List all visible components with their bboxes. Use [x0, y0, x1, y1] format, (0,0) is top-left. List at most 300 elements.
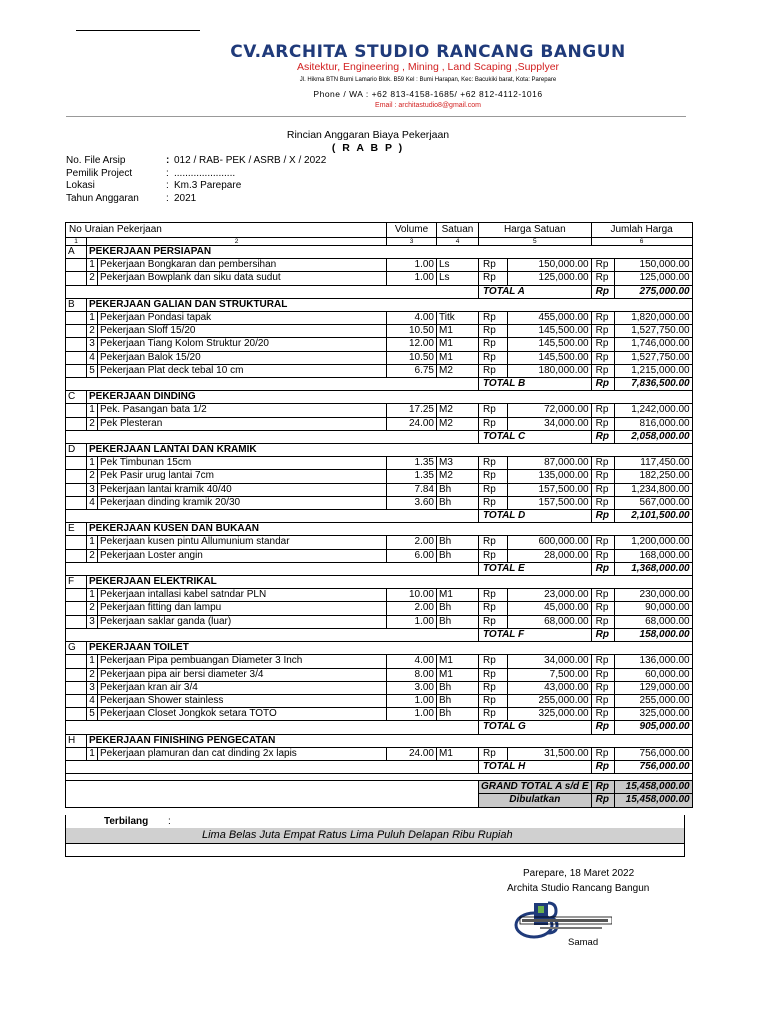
section-total-row — [66, 760, 693, 773]
total-blank — [66, 510, 479, 523]
item-unit: Bh — [437, 615, 479, 628]
section-header-row — [66, 298, 693, 311]
section-code: C — [66, 391, 87, 404]
currency-label: Rp — [591, 589, 614, 602]
item-blank — [66, 708, 87, 721]
colnum: 2 — [87, 238, 387, 246]
section-code: H — [66, 734, 87, 747]
item-name: Pekerjaan Pipa pembuangan Diameter 3 Inch — [98, 655, 387, 668]
item-unit: M1 — [437, 325, 479, 338]
currency-label: Rp — [479, 325, 508, 338]
company-address: Jl. Hikma BTN Bumi Lamario Blok. B59 Kel : Bumi Harapan, Kec: Bacukiki barat, Kota: Parepare — [299, 77, 557, 83]
item-amount: 90,000.00 — [614, 602, 692, 615]
item-price: 23,000.00 — [507, 589, 591, 602]
section-header-row — [66, 444, 693, 457]
item-unit: M1 — [437, 747, 479, 760]
section-title: PEKERJAAN FINISHING PENGECATAN — [87, 734, 693, 747]
item-unit: Bh — [437, 694, 479, 707]
rounded-total-value: 15,458,000.00 — [614, 794, 692, 807]
currency-label: Rp — [591, 338, 614, 351]
currency-label: Rp — [479, 549, 508, 562]
section-total-label: TOTAL E — [479, 562, 592, 575]
item-no: 1 — [87, 259, 98, 272]
top-rule — [76, 30, 200, 31]
currency-label: Rp — [591, 694, 614, 707]
item-volume: 3.60 — [387, 496, 437, 509]
section-code: F — [66, 576, 87, 589]
item-row — [66, 694, 693, 707]
currency-label: Rp — [591, 602, 614, 615]
item-unit: M2 — [437, 404, 479, 417]
section-header-row — [66, 642, 693, 655]
item-blank — [66, 325, 87, 338]
item-name: Pek Plesteran — [98, 417, 387, 430]
currency-label: Rp — [479, 457, 508, 470]
item-row — [66, 457, 693, 470]
item-amount: 1,746,000.00 — [614, 338, 692, 351]
item-amount: 68,000.00 — [614, 615, 692, 628]
terbilang-box — [65, 815, 685, 857]
item-unit: M1 — [437, 338, 479, 351]
item-no: 5 — [87, 364, 98, 377]
section-title: PEKERJAAN TOILET — [87, 642, 693, 655]
item-unit: Ls — [437, 272, 479, 285]
item-row — [66, 325, 693, 338]
currency-label: Rp — [591, 760, 614, 773]
item-unit: Bh — [437, 496, 479, 509]
currency-label: Rp — [591, 417, 614, 430]
item-row — [66, 470, 693, 483]
currency-label: Rp — [479, 483, 508, 496]
item-price: 43,000.00 — [507, 681, 591, 694]
currency-label: Rp — [479, 655, 508, 668]
item-price: 455,000.00 — [507, 312, 591, 325]
item-price: 600,000.00 — [507, 536, 591, 549]
item-row — [66, 681, 693, 694]
section-title: PEKERJAAN GALIAN DAN STRUKTURAL — [87, 298, 693, 311]
item-amount: 168,000.00 — [614, 549, 692, 562]
item-blank — [66, 747, 87, 760]
item-price: 34,000.00 — [507, 655, 591, 668]
section-total-label: TOTAL H — [479, 760, 592, 773]
currency-label: Rp — [479, 312, 508, 325]
section-total-value: 158,000.00 — [614, 628, 692, 641]
currency-label: Rp — [479, 536, 508, 549]
currency-label: Rp — [479, 404, 508, 417]
section-code: G — [66, 642, 87, 655]
item-name: Pek Pasir urug lantai 7cm — [98, 470, 387, 483]
item-name: Pekerjaan Loster angin — [98, 549, 387, 562]
company-name: CV.ARCHITA STUDIO RANCANG BANGUN — [230, 42, 626, 62]
currency-label: Rp — [479, 364, 508, 377]
meta-key: Tahun Anggaran — [66, 192, 139, 204]
item-no: 1 — [87, 312, 98, 325]
item-no: 4 — [87, 496, 98, 509]
item-volume: 24.00 — [387, 417, 437, 430]
item-price: 125,000.00 — [507, 272, 591, 285]
meta-key: Lokasi — [66, 180, 95, 192]
item-volume: 7.84 — [387, 483, 437, 496]
item-volume: 17.25 — [387, 404, 437, 417]
item-volume: 6.75 — [387, 364, 437, 377]
item-unit: Bh — [437, 602, 479, 615]
header-no: No — [69, 224, 82, 235]
signature-date: Parepare, 18 Maret 2022 — [523, 868, 635, 879]
item-unit: Titk — [437, 312, 479, 325]
item-blank — [66, 549, 87, 562]
total-blank — [66, 430, 479, 443]
item-unit: M3 — [437, 457, 479, 470]
section-total-value: 275,000.00 — [614, 285, 692, 298]
item-name: Pekerjaan Shower stainless — [98, 694, 387, 707]
terbilang-label: Terbilang — [104, 816, 149, 827]
item-amount: 1,234,800.00 — [614, 483, 692, 496]
item-volume: 4.00 — [387, 655, 437, 668]
meta-key: No. File Arsip — [66, 155, 126, 166]
colnum: 3 — [387, 238, 437, 246]
item-price: 255,000.00 — [507, 694, 591, 707]
currency-label: Rp — [479, 417, 508, 430]
item-amount: 1,200,000.00 — [614, 536, 692, 549]
header-satuan: Satuan — [437, 223, 479, 238]
section-title: PEKERJAAN ELEKTRIKAL — [87, 576, 693, 589]
item-no: 2 — [87, 325, 98, 338]
item-unit: Bh — [437, 708, 479, 721]
currency-label: Rp — [591, 721, 614, 734]
currency-label: Rp — [591, 457, 614, 470]
spacer-cell — [66, 774, 693, 781]
item-row — [66, 747, 693, 760]
item-price: 145,500.00 — [507, 351, 591, 364]
item-unit: Ls — [437, 259, 479, 272]
item-no: 3 — [87, 615, 98, 628]
item-blank — [66, 536, 87, 549]
item-blank — [66, 694, 87, 707]
section-total-row — [66, 721, 693, 734]
item-no: 4 — [87, 351, 98, 364]
section-header-row — [66, 523, 693, 536]
currency-label: Rp — [591, 285, 614, 298]
item-blank — [66, 655, 87, 668]
currency-label: Rp — [591, 708, 614, 721]
currency-label: Rp — [591, 351, 614, 364]
item-amount: 129,000.00 — [614, 681, 692, 694]
section-title: PEKERJAAN DINDING — [87, 391, 693, 404]
currency-label: Rp — [591, 510, 614, 523]
signature-name: Samad — [568, 937, 599, 948]
item-no: 2 — [87, 417, 98, 430]
item-no: 2 — [87, 602, 98, 615]
meta-value: 2021 — [174, 192, 197, 204]
grand-total-row — [66, 781, 693, 794]
item-row — [66, 259, 693, 272]
section-total-value: 756,000.00 — [614, 760, 692, 773]
section-header-row — [66, 391, 693, 404]
item-price: 31,500.00 — [507, 747, 591, 760]
item-blank — [66, 457, 87, 470]
item-volume: 2.00 — [387, 536, 437, 549]
section-total-value: 7,836,500.00 — [614, 378, 692, 391]
item-price: 157,500.00 — [507, 483, 591, 496]
currency-label: Rp — [591, 681, 614, 694]
item-price: 68,000.00 — [507, 615, 591, 628]
item-name: Pekerjaan Closet Jongkok setara TOTO — [98, 708, 387, 721]
item-unit: M2 — [437, 417, 479, 430]
letterhead-divider — [66, 116, 686, 117]
item-volume: 4.00 — [387, 312, 437, 325]
terbilang-divider — [66, 843, 684, 844]
rab-table — [65, 222, 693, 808]
item-price: 157,500.00 — [507, 496, 591, 509]
section-title: PEKERJAAN PERSIAPAN — [87, 246, 693, 259]
section-total-label: TOTAL A — [479, 285, 592, 298]
item-amount: 1,242,000.00 — [614, 404, 692, 417]
item-amount: 125,000.00 — [614, 272, 692, 285]
currency-label: Rp — [591, 536, 614, 549]
currency-label: Rp — [591, 794, 614, 807]
item-price: 45,000.00 — [507, 602, 591, 615]
meta-row — [66, 168, 326, 181]
item-amount: 150,000.00 — [614, 259, 692, 272]
total-blank — [66, 721, 479, 734]
currency-label: Rp — [591, 562, 614, 575]
section-total-label: TOTAL G — [479, 721, 592, 734]
item-blank — [66, 483, 87, 496]
meta-colon: : — [166, 192, 169, 204]
colnum: 4 — [437, 238, 479, 246]
currency-label: Rp — [591, 404, 614, 417]
item-no: 1 — [87, 536, 98, 549]
currency-label: Rp — [479, 496, 508, 509]
item-name: Pekerjaan saklar ganda (luar) — [98, 615, 387, 628]
section-header-row — [66, 576, 693, 589]
item-amount: 1,820,000.00 — [614, 312, 692, 325]
item-price: 72,000.00 — [507, 404, 591, 417]
item-blank — [66, 338, 87, 351]
item-amount: 182,250.00 — [614, 470, 692, 483]
item-amount: 756,000.00 — [614, 747, 692, 760]
terbilang-text: Lima Belas Juta Empat Ratus Lima Puluh Delapan Ribu Rupiah — [202, 829, 513, 841]
company-email: Email : architastudio8@gmail.com — [375, 102, 481, 109]
item-blank — [66, 417, 87, 430]
meta-row — [66, 180, 326, 193]
currency-label: Rp — [591, 496, 614, 509]
currency-label: Rp — [591, 378, 614, 391]
item-price: 34,000.00 — [507, 417, 591, 430]
item-unit: M1 — [437, 589, 479, 602]
section-total-row — [66, 562, 693, 575]
item-no: 2 — [87, 272, 98, 285]
currency-label: Rp — [591, 312, 614, 325]
header-uraian: Uraian Pekerjaan — [84, 224, 162, 235]
item-blank — [66, 589, 87, 602]
item-name: Pekerjaan kran air 3/4 — [98, 681, 387, 694]
meta-key: Pemilik Project — [66, 167, 133, 179]
section-total-label: TOTAL F — [479, 628, 592, 641]
header-harga-satuan: Harga Satuan — [479, 223, 592, 238]
item-name: Pek. Pasangan bata 1/2 — [98, 404, 387, 417]
item-no: 2 — [87, 549, 98, 562]
section-header-row — [66, 246, 693, 259]
item-price: 7,500.00 — [507, 668, 591, 681]
item-name: Pekerjaan Plat deck tebal 10 cm — [98, 364, 387, 377]
document-title: Rincian Anggaran Biaya Pekerjaan — [286, 129, 450, 141]
item-row — [66, 496, 693, 509]
item-name: Pekerjaan Pondasi tapak — [98, 312, 387, 325]
signature-company: Archita Studio Rancang Bangun — [507, 883, 650, 894]
item-blank — [66, 615, 87, 628]
currency-label: Rp — [479, 470, 508, 483]
total-blank — [66, 628, 479, 641]
item-amount: 255,000.00 — [614, 694, 692, 707]
section-code: D — [66, 444, 87, 457]
item-unit: M1 — [437, 655, 479, 668]
item-blank — [66, 470, 87, 483]
section-code: A — [66, 246, 87, 259]
item-row — [66, 615, 693, 628]
item-amount: 816,000.00 — [614, 417, 692, 430]
currency-label: Rp — [591, 325, 614, 338]
section-code: B — [66, 298, 87, 311]
item-no: 2 — [87, 470, 98, 483]
meta-colon: : — [166, 155, 170, 166]
item-blank — [66, 668, 87, 681]
item-row — [66, 708, 693, 721]
item-row — [66, 272, 693, 285]
section-total-row — [66, 285, 693, 298]
section-title: PEKERJAAN LANTAI DAN KRAMIK — [87, 444, 693, 457]
currency-label: Rp — [479, 602, 508, 615]
item-unit: Bh — [437, 483, 479, 496]
item-price: 28,000.00 — [507, 549, 591, 562]
item-volume: 10.50 — [387, 351, 437, 364]
item-amount: 1,215,000.00 — [614, 364, 692, 377]
section-total-row — [66, 510, 693, 523]
item-no: 2 — [87, 668, 98, 681]
meta-colon: : — [166, 167, 169, 179]
item-volume: 10.00 — [387, 589, 437, 602]
currency-label: Rp — [591, 747, 614, 760]
currency-label: Rp — [479, 589, 508, 602]
item-volume: 3.00 — [387, 681, 437, 694]
item-name: Pekerjaan Sloff 15/20 — [98, 325, 387, 338]
item-name: Pekerjaan intallasi kabel satndar PLN — [98, 589, 387, 602]
item-name: Pekerjaan plamuran dan cat dinding 2x lapis — [98, 747, 387, 760]
currency-label: Rp — [479, 272, 508, 285]
currency-label: Rp — [591, 781, 614, 794]
header-no-uraian — [66, 223, 387, 238]
item-row — [66, 417, 693, 430]
item-row — [66, 351, 693, 364]
currency-label: Rp — [479, 681, 508, 694]
item-volume: 1.00 — [387, 694, 437, 707]
item-volume: 1.35 — [387, 457, 437, 470]
total-blank — [66, 562, 479, 575]
meta-info — [66, 155, 326, 205]
item-blank — [66, 351, 87, 364]
colnum: 1 — [66, 238, 87, 246]
item-no: 3 — [87, 681, 98, 694]
currency-label: Rp — [479, 708, 508, 721]
item-blank — [66, 312, 87, 325]
item-amount: 136,000.00 — [614, 655, 692, 668]
grand-total-blank — [66, 781, 479, 807]
item-name: Pekerjaan lantai kramik 40/40 — [98, 483, 387, 496]
item-price: 150,000.00 — [507, 259, 591, 272]
item-name: Pekerjaan Bongkaran dan pembersihan — [98, 259, 387, 272]
item-row — [66, 549, 693, 562]
total-blank — [66, 378, 479, 391]
item-row — [66, 312, 693, 325]
item-volume: 1.00 — [387, 708, 437, 721]
currency-label: Rp — [591, 364, 614, 377]
item-price: 145,500.00 — [507, 325, 591, 338]
currency-label: Rp — [479, 668, 508, 681]
item-price: 135,000.00 — [507, 470, 591, 483]
section-total-label: TOTAL B — [479, 378, 592, 391]
item-price: 145,500.00 — [507, 338, 591, 351]
section-code: E — [66, 523, 87, 536]
item-name: Pekerjaan Tiang Kolom Struktur 20/20 — [98, 338, 387, 351]
grand-total-value: 15,458,000.00 — [614, 781, 692, 794]
item-name: Pekerjaan Bowplank dan siku data sudut — [98, 272, 387, 285]
currency-label: Rp — [591, 668, 614, 681]
item-blank — [66, 496, 87, 509]
item-unit: M1 — [437, 668, 479, 681]
header-volume: Volume — [387, 223, 437, 238]
item-unit: Bh — [437, 536, 479, 549]
currency-label: Rp — [591, 430, 614, 443]
item-volume: 10.50 — [387, 325, 437, 338]
spacer-row — [66, 774, 693, 781]
total-blank — [66, 285, 479, 298]
item-row — [66, 602, 693, 615]
item-row — [66, 338, 693, 351]
item-no: 1 — [87, 589, 98, 602]
colnum: 5 — [479, 238, 592, 246]
item-volume: 6.00 — [387, 549, 437, 562]
item-volume: 1.35 — [387, 470, 437, 483]
section-total-label: TOTAL C — [479, 430, 592, 443]
section-total-value: 2,101,500.00 — [614, 510, 692, 523]
currency-label: Rp — [591, 615, 614, 628]
item-row — [66, 483, 693, 496]
item-amount: 325,000.00 — [614, 708, 692, 721]
item-no: 1 — [87, 457, 98, 470]
section-total-row — [66, 430, 693, 443]
item-price: 325,000.00 — [507, 708, 591, 721]
item-no: 4 — [87, 694, 98, 707]
section-total-row — [66, 628, 693, 641]
currency-label: Rp — [479, 351, 508, 364]
currency-label: Rp — [591, 272, 614, 285]
table-header-row — [66, 223, 693, 238]
item-no: 3 — [87, 338, 98, 351]
section-title: PEKERJAAN KUSEN DAN BUKAAN — [87, 523, 693, 536]
currency-label: Rp — [591, 628, 614, 641]
item-price: 87,000.00 — [507, 457, 591, 470]
item-volume: 12.00 — [387, 338, 437, 351]
item-unit: M2 — [437, 470, 479, 483]
item-volume: 1.00 — [387, 272, 437, 285]
meta-colon: : — [166, 180, 169, 192]
meta-value: ...................... — [174, 167, 236, 179]
item-name: Pekerjaan kusen pintu Allumunium standar — [98, 536, 387, 549]
section-total-value: 905,000.00 — [614, 721, 692, 734]
item-volume: 8.00 — [387, 668, 437, 681]
item-row — [66, 364, 693, 377]
item-no: 1 — [87, 747, 98, 760]
